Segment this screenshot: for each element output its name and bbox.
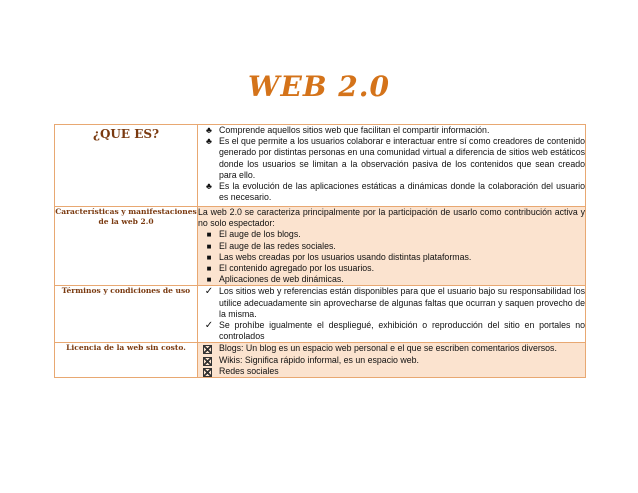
list-item: ■ Las webs creadas por los usuarios usando distintas plataformas. [198, 252, 585, 263]
page-title: WEB 2.0 [248, 70, 390, 103]
table-row [55, 125, 586, 207]
square-bullet-icon: ■ [206, 252, 212, 262]
row-label-licencia: Licencia de la web sin costo. [55, 343, 198, 378]
list-item: ♣ Comprende aquellos sitios web que facilitan el compartir información. [198, 125, 585, 136]
list-item: ■ El auge de las redes sociales. [198, 241, 585, 252]
boxed-x-bullet-icon [203, 345, 212, 354]
square-bullet-icon: ■ [206, 230, 212, 240]
row-content-caracteristicas [198, 207, 586, 286]
list-item: ♣ Es el que permite a los usuarios colaborar e interactuar entre sí como creadores de contenido generado por distintas personas en una comunidad virtual a diferencia de sitios web estáticos donde los usuarios se limitan a la observación pasiva de los contenidos que sean creado para ello. [198, 136, 585, 181]
list-item: Wikis: Significa rápido informal, es un espacio web. [198, 355, 585, 366]
square-bullet-icon: ■ [206, 241, 212, 251]
row-content-que-es [198, 125, 586, 207]
row-content-licencia [198, 343, 586, 378]
web20-table [54, 124, 586, 378]
list-item: ✓ Los sitios web y referencias están disponibles para que el usuario bajo su responsabilidad los utilice adecuadamente sin aprovecharse de algunas faltas que ocurran y saquen provecho de la misma. [198, 286, 585, 320]
row-label-caracteristicas: Características y manifestaciones de la web 2.0 [55, 207, 198, 286]
square-bullet-icon: ■ [206, 275, 212, 285]
square-bullet-icon: ■ [206, 264, 212, 274]
list-item: ■ El contenido agregado por los usuarios. [198, 263, 585, 274]
list-item: Blogs: Un blog es un espacio web personal e el que se escriben comentarios diversos. [198, 343, 585, 354]
row-content-terminos [198, 286, 586, 343]
table-row [55, 286, 586, 343]
intro-text: La web 2.0 se caracteriza principalmente por la participación de usarlo como contribución activa y no solo espectador: [198, 207, 585, 229]
list-item: ✓ Se prohíbe igualmente el despliegué, exhibición o reproducción del sitio en portales no controlados [198, 320, 585, 342]
club-bullet-icon: ♣ [206, 136, 212, 147]
boxed-x-bullet-icon [203, 357, 212, 366]
list-item: ■ El auge de los blogs. [198, 229, 585, 240]
row-label-terminos: Términos y condiciones de uso [55, 286, 198, 343]
list-item: ■ Aplicaciones de web dinámicas. [198, 274, 585, 285]
row-label-que-es: ¿QUE ES? [55, 125, 198, 207]
club-bullet-icon: ♣ [206, 125, 212, 135]
list-item: ♣ Es la evolución de las aplicaciones estáticas a dinámicas donde la colaboración del usuario es necesario. [198, 181, 585, 203]
check-bullet-icon: ✓ [204, 320, 214, 332]
table-row [55, 343, 586, 378]
check-bullet-icon: ✓ [204, 286, 214, 298]
boxed-x-bullet-icon [203, 368, 212, 377]
table-row [55, 207, 586, 286]
club-bullet-icon: ♣ [206, 181, 212, 192]
list-item: Redes sociales [198, 366, 585, 377]
